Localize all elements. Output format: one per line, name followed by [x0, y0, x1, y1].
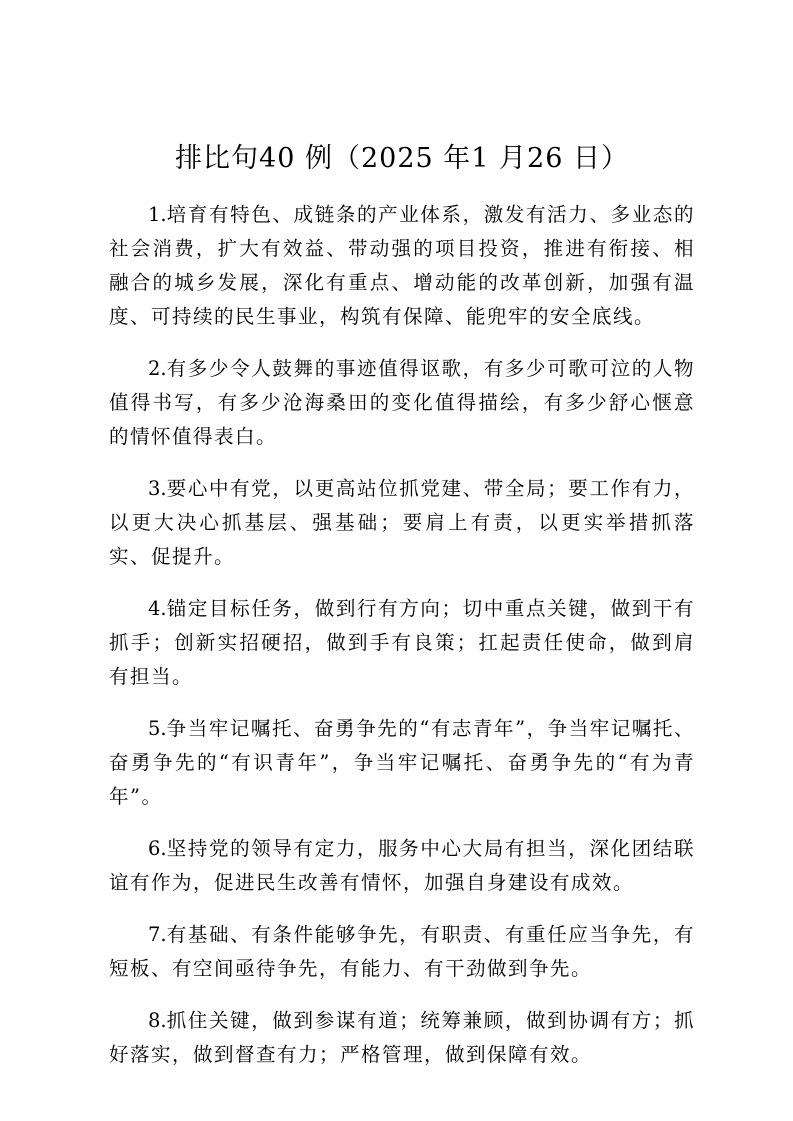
paragraph-number: 6.: [148, 837, 167, 860]
paragraph-number: 8.: [148, 1009, 167, 1032]
paragraph-7: [109, 918, 695, 986]
paragraph-3: [109, 472, 695, 574]
paragraph-4: [109, 592, 695, 694]
paragraph-text: 坚持党的领导有定力，服务中心大局有担当，深化团结联谊有作为，促进民生改善有情怀，加强自身建设有成效。: [109, 837, 695, 894]
paragraph-text: 培育有特色、成链条的产业体系，激发有活力、多业态的社会消费，扩大有效益、带动强的项目投资，推进有衔接、相融合的城乡发展，深化有重点、增动能的改革创新，加强有温度、可持续的民生事业，构筑有保障、能兜牢的安全底线。: [109, 203, 695, 328]
paragraph-text: 要心中有党，以更高站位抓党建、带全局；要工作有力，以更大决心抓基层、强基础；要肩上有责，以更实举措抓落实、促提升。: [109, 477, 695, 568]
document-title: 排比句40 例（2025 年1 月26 日）: [175, 143, 629, 174]
paragraph-number: 1.: [148, 203, 167, 226]
paragraph-text: 有基础、有条件能够争先，有职责、有重任应当争先，有短板、有空间亟待争先，有能力、有干劲做到争先。: [109, 923, 695, 980]
paragraph-8: [109, 1004, 695, 1072]
paragraph-number: 4.: [148, 597, 167, 620]
paragraph-text: 争当牢记嘱托、奋勇争先的“有志青年”，争当牢记嘱托、奋勇争先的“有识青年”，争当牢记嘱托、奋勇争先的“有为青年”。: [109, 717, 695, 808]
paragraph-2: [109, 352, 695, 454]
paragraph-number: 3.: [148, 477, 167, 500]
paragraph-number: 2.: [148, 357, 167, 380]
paragraph-number: 7.: [148, 923, 167, 946]
paragraph-text: 抓住关键，做到参谋有道；统筹兼顾，做到协调有方；抓好落实，做到督查有力；严格管理，做到保障有效。: [109, 1009, 695, 1066]
paragraph-1: [109, 198, 695, 334]
paragraph-text: 锚定目标任务，做到行有方向；切中重点关键，做到干有抓手；创新实招硬招，做到手有良策；扛起责任使命，做到肩有担当。: [109, 597, 695, 688]
paragraph-5: [109, 712, 695, 814]
paragraph-text: 有多少令人鼓舞的事迹值得讴歌，有多少可歌可泣的人物值得书写，有多少沧海桑田的变化值得描绘，有多少舒心惬意的情怀值得表白。: [109, 357, 695, 448]
paragraph-6: [109, 832, 695, 900]
paragraph-list: [109, 198, 695, 1072]
paragraph-number: 5.: [148, 717, 167, 740]
